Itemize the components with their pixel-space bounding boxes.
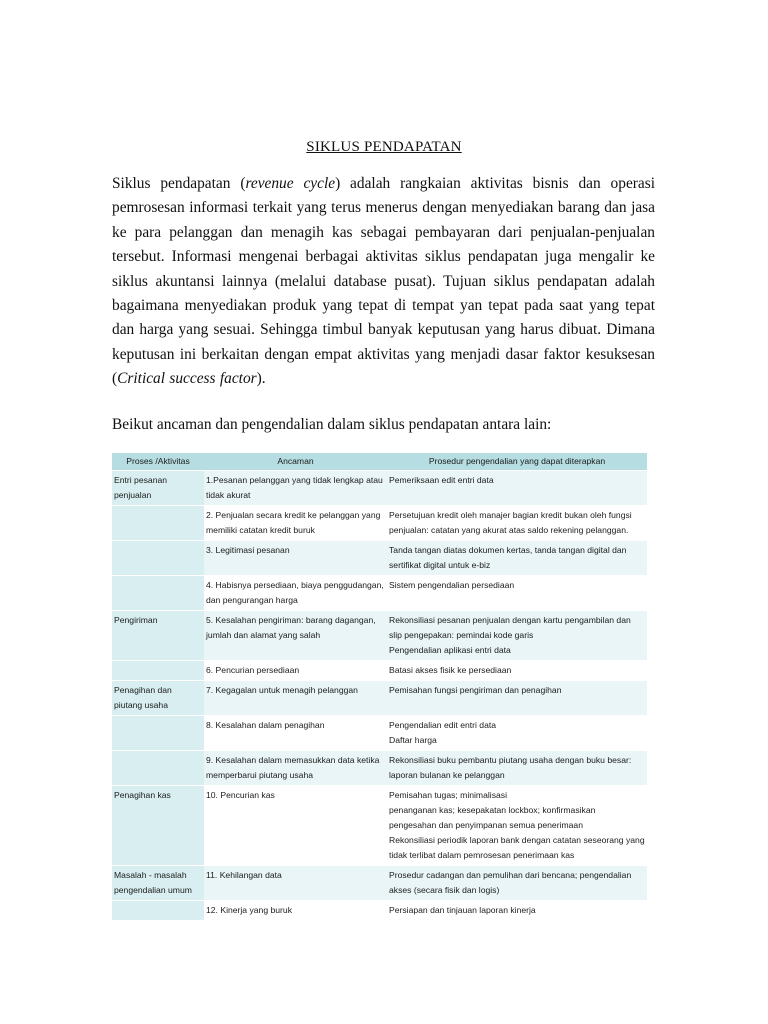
table-row (112, 786, 647, 866)
threat-cell: 1.Pesanan pelanggan yang tidak lengkap atau tidak akurat (204, 471, 387, 506)
table-row (112, 506, 647, 541)
controls-cell (387, 576, 647, 611)
table-row (112, 751, 647, 786)
paragraph-lead: Siklus pendapatan ( (112, 175, 246, 192)
controls-cell (387, 661, 647, 681)
table-row (112, 716, 647, 751)
table-row (112, 576, 647, 611)
process-cell: Penagihan dan piutang usaha (112, 681, 204, 716)
controls-cell (387, 866, 647, 901)
control-line: Rekonsiliasi pesanan penjualan dengan kartu pengambilan dan slip pengepakan: pemindai kode garis (389, 615, 631, 640)
table-row (112, 471, 647, 506)
threat-cell: 3. Legitimasi pesanan (204, 541, 387, 576)
table-row (112, 901, 647, 921)
table-row (112, 611, 647, 661)
paragraph-term: revenue cycle (245, 175, 336, 192)
process-cell (112, 716, 204, 751)
control-line: Pemisahan fungsi pengiriman dan penagihan (389, 685, 562, 695)
intro-paragraph (112, 172, 655, 392)
table-body (112, 471, 647, 921)
threat-cell: 4. Habisnya persediaan, biaya penggudangan, dan pengurangan harga (204, 576, 387, 611)
header-process: Proses /Aktivitas (112, 453, 204, 471)
process-cell: Pengiriman (112, 611, 204, 661)
controls-cell (387, 901, 647, 921)
threat-cell: 7. Kegagalan untuk menagih pelanggan (204, 681, 387, 716)
control-line: Rekonsiliasi periodik laporan bank dengan catatan seseorang yang tidak terlibat dalam pemrosesan penerimaan kas (389, 835, 645, 860)
process-cell (112, 576, 204, 611)
control-line: Daftar harga (389, 735, 437, 745)
control-line: Batasi akses fisik ke persediaan (389, 665, 512, 675)
paragraph-factor: Critical success factor (117, 370, 257, 388)
page-title: SIKLUS PENDAPATAN (306, 139, 462, 155)
controls-cell (387, 786, 647, 866)
paragraph-end: ). (256, 370, 266, 388)
table-header-row (112, 453, 647, 471)
controls-cell (387, 541, 647, 576)
threat-cell: 2. Penjualan secara kredit ke pelanggan yang memiliki catatan kredit buruk (204, 506, 387, 541)
threat-cell: 10. Pencurian kas (204, 786, 387, 866)
control-line: Prosedur cadangan dan pemulihan dari bencana; pengendalian akses (secara fisik dan logis) (389, 870, 632, 895)
controls-cell (387, 611, 647, 661)
table-row (112, 681, 647, 716)
process-cell: Entri pesanan penjualan (112, 471, 204, 506)
threat-cell: 6. Pencurian persediaan (204, 661, 387, 681)
header-threat: Ancaman (204, 453, 387, 471)
process-cell (112, 751, 204, 786)
controls-cell (387, 716, 647, 751)
process-cell (112, 541, 204, 576)
process-cell (112, 661, 204, 681)
table-row (112, 661, 647, 681)
control-line: Sistem pengendalian persediaan (389, 580, 515, 590)
process-cell: Penagihan kas (112, 786, 204, 866)
threat-cell: 9. Kesalahan dalam memasukkan data ketika memperbarui piutang usaha (204, 751, 387, 786)
control-line: Persetujuan kredit oleh manajer bagian kredit bukan oleh fungsi penjualan: catatan yang akurat atas saldo rekening pelanggan. (389, 510, 632, 535)
lead-sentence: Beikut ancaman dan pengendalian dalam siklus pendapatan antara lain: (112, 416, 552, 433)
controls-cell (387, 681, 647, 716)
threat-cell: 12. Kinerja yang buruk (204, 901, 387, 921)
table-row (112, 866, 647, 901)
process-cell (112, 506, 204, 541)
threat-cell: 8. Kesalahan dalam penagihan (204, 716, 387, 751)
controls-cell (387, 506, 647, 541)
control-line: Pengendalian edit entri data (389, 720, 497, 730)
control-line: Persiapan dan tinjauan laporan kinerja (389, 905, 536, 915)
controls-cell (387, 471, 647, 506)
table-row (112, 541, 647, 576)
control-line: Tanda tangan diatas dokumen kertas, tanda tangan digital dan sertifikat digital untuk e-biz (389, 545, 627, 570)
control-line: Rekonsiliasi buku pembantu piutang usaha dengan buku besar: laporan bulanan ke pelanggan (389, 755, 632, 780)
threats-controls-table (112, 453, 647, 921)
control-line: penanganan kas; kesepakatan lockbox; konfirmasikan pengesahan dan penyimpanan semua penerimaan (389, 805, 596, 830)
paragraph-body: ) adalah rangkaian aktivitas bisnis dan operasi pemrosesan informasi terkait yang terus menerus dengan menyediakan barang dan jasa ke para pelanggan dan menagih kas sebagai pembayaran dari penjualan-penjualan tersebut. Informasi mengenai berbagai aktivitas siklus pendapatan juga mengalir ke siklus akuntansi lainnya (melalui database pusat). Tujuan siklus pendapatan adalah bagaimana menyediakan produk yang tepat di tempat yan tepat pada saat yang tepat dan harga yang sesuai. Sehingga timbul banyak keputusan yang harus dibuat. Dimana keputusan ini berkaitan dengan empat aktivitas yang menjadi dasar faktor kesuksesan ( (112, 175, 655, 388)
threat-cell: 5. Kesalahan pengiriman: barang dagangan, jumlah dan alamat yang salah (204, 611, 387, 661)
process-cell: Masalah - masalah pengendalian umum (112, 866, 204, 901)
control-line: Pemeriksaan edit entri data (389, 475, 494, 485)
process-cell (112, 901, 204, 921)
controls-cell (387, 751, 647, 786)
threat-cell: 11. Kehilangan data (204, 866, 387, 901)
header-controls: Prosedur pengendalian yang dapat diterapkan (387, 453, 647, 471)
control-line: Pengendalian aplikasi entri data (389, 645, 511, 655)
control-line: Pemisahan tugas; minimalisasi (389, 790, 507, 800)
